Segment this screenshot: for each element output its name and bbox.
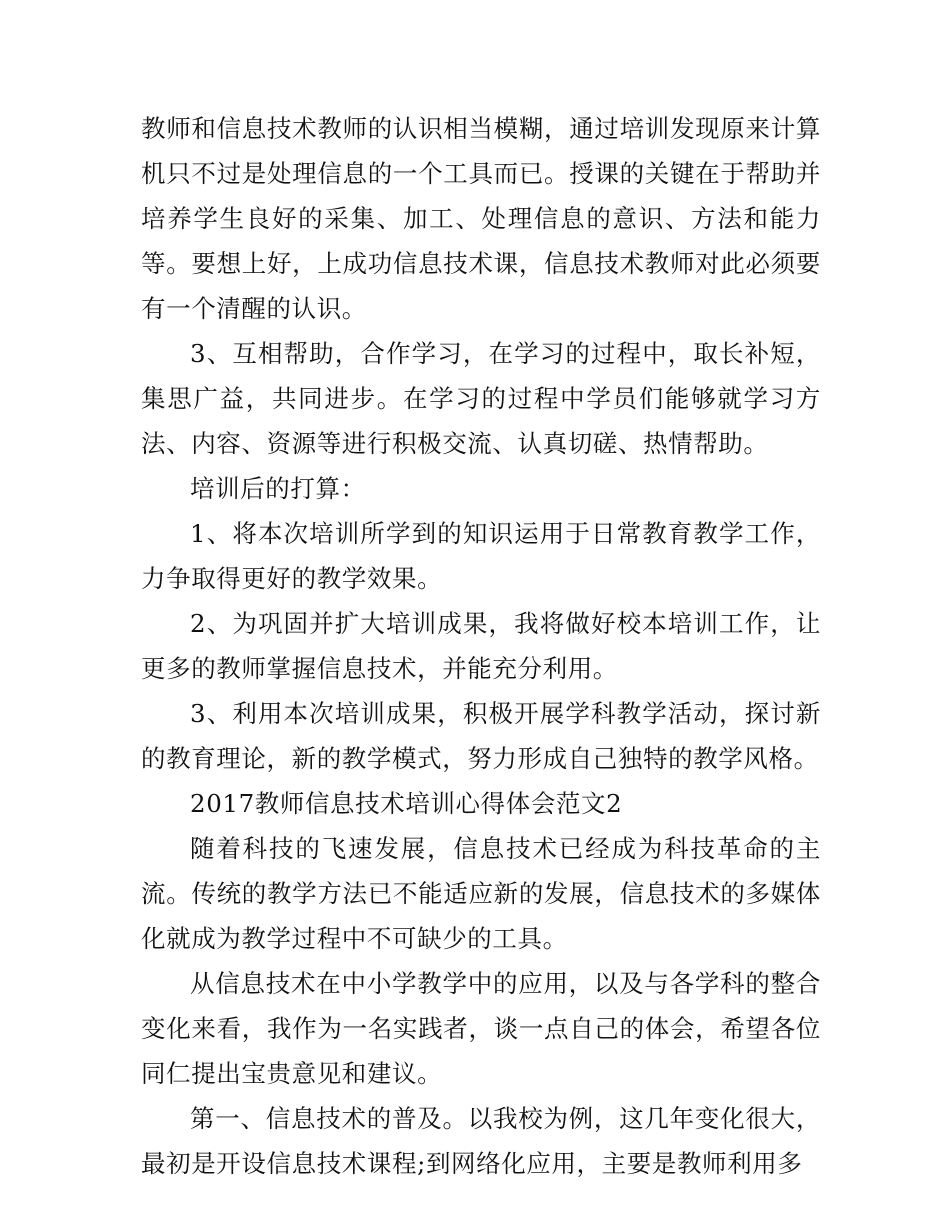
paragraph: 随着科技的飞速发展，信息技术已经成为科技革命的主流。传统的教学方法已不能适应新的发展，信息技术的多媒体化就成为教学过程中不可缺少的工具。 — [141, 834, 821, 953]
paragraph: 1、将本次培训所学到的知识运用于日常教育教学工作，力争取得更好的教学效果。 — [141, 519, 821, 593]
section-heading: 2017教师信息技术培训心得体会范文2 — [190, 789, 623, 818]
document-body — [141, 106, 821, 1186]
paragraph: 3、利用本次培训成果，积极开展学科教学活动，探讨新的教育理论，新的教学模式，努力形成自己独特的教学风格。 — [141, 699, 821, 773]
paragraph: 3、互相帮助，合作学习，在学习的过程中，取长补短，集思广益，共同进步。在学习的过程中学员们能够就学习方法、内容、资源等进行积极交流、认真切磋、热情帮助。 — [141, 339, 821, 458]
paragraph: 第一、信息技术的普及。以我校为例，这几年变化很大，最初是开设信息技术课程;到网络化应用，主要是教师利用多 — [141, 1104, 821, 1178]
paragraph: 培训后的打算： — [190, 474, 366, 503]
paragraph: 教师和信息技术教师的认识相当模糊，通过培训发现原来计算机只不过是处理信息的一个工具而已。授课的关键在于帮助并培养学生良好的采集、加工、处理信息的意识、方法和能力等。要想上好，上成功信息技术课，信息技术教师对此必须要有一个清醒的认识。 — [141, 114, 821, 323]
paragraph: 2、为巩固并扩大培训成果，我将做好校本培训工作，让更多的教师掌握信息技术，并能充分利用。 — [141, 609, 821, 683]
paragraph: 从信息技术在中小学教学中的应用，以及与各学科的整合变化来看，我作为一名实践者，谈一点自己的体会，希望各位同仁提出宝贵意见和建议。 — [141, 969, 821, 1088]
